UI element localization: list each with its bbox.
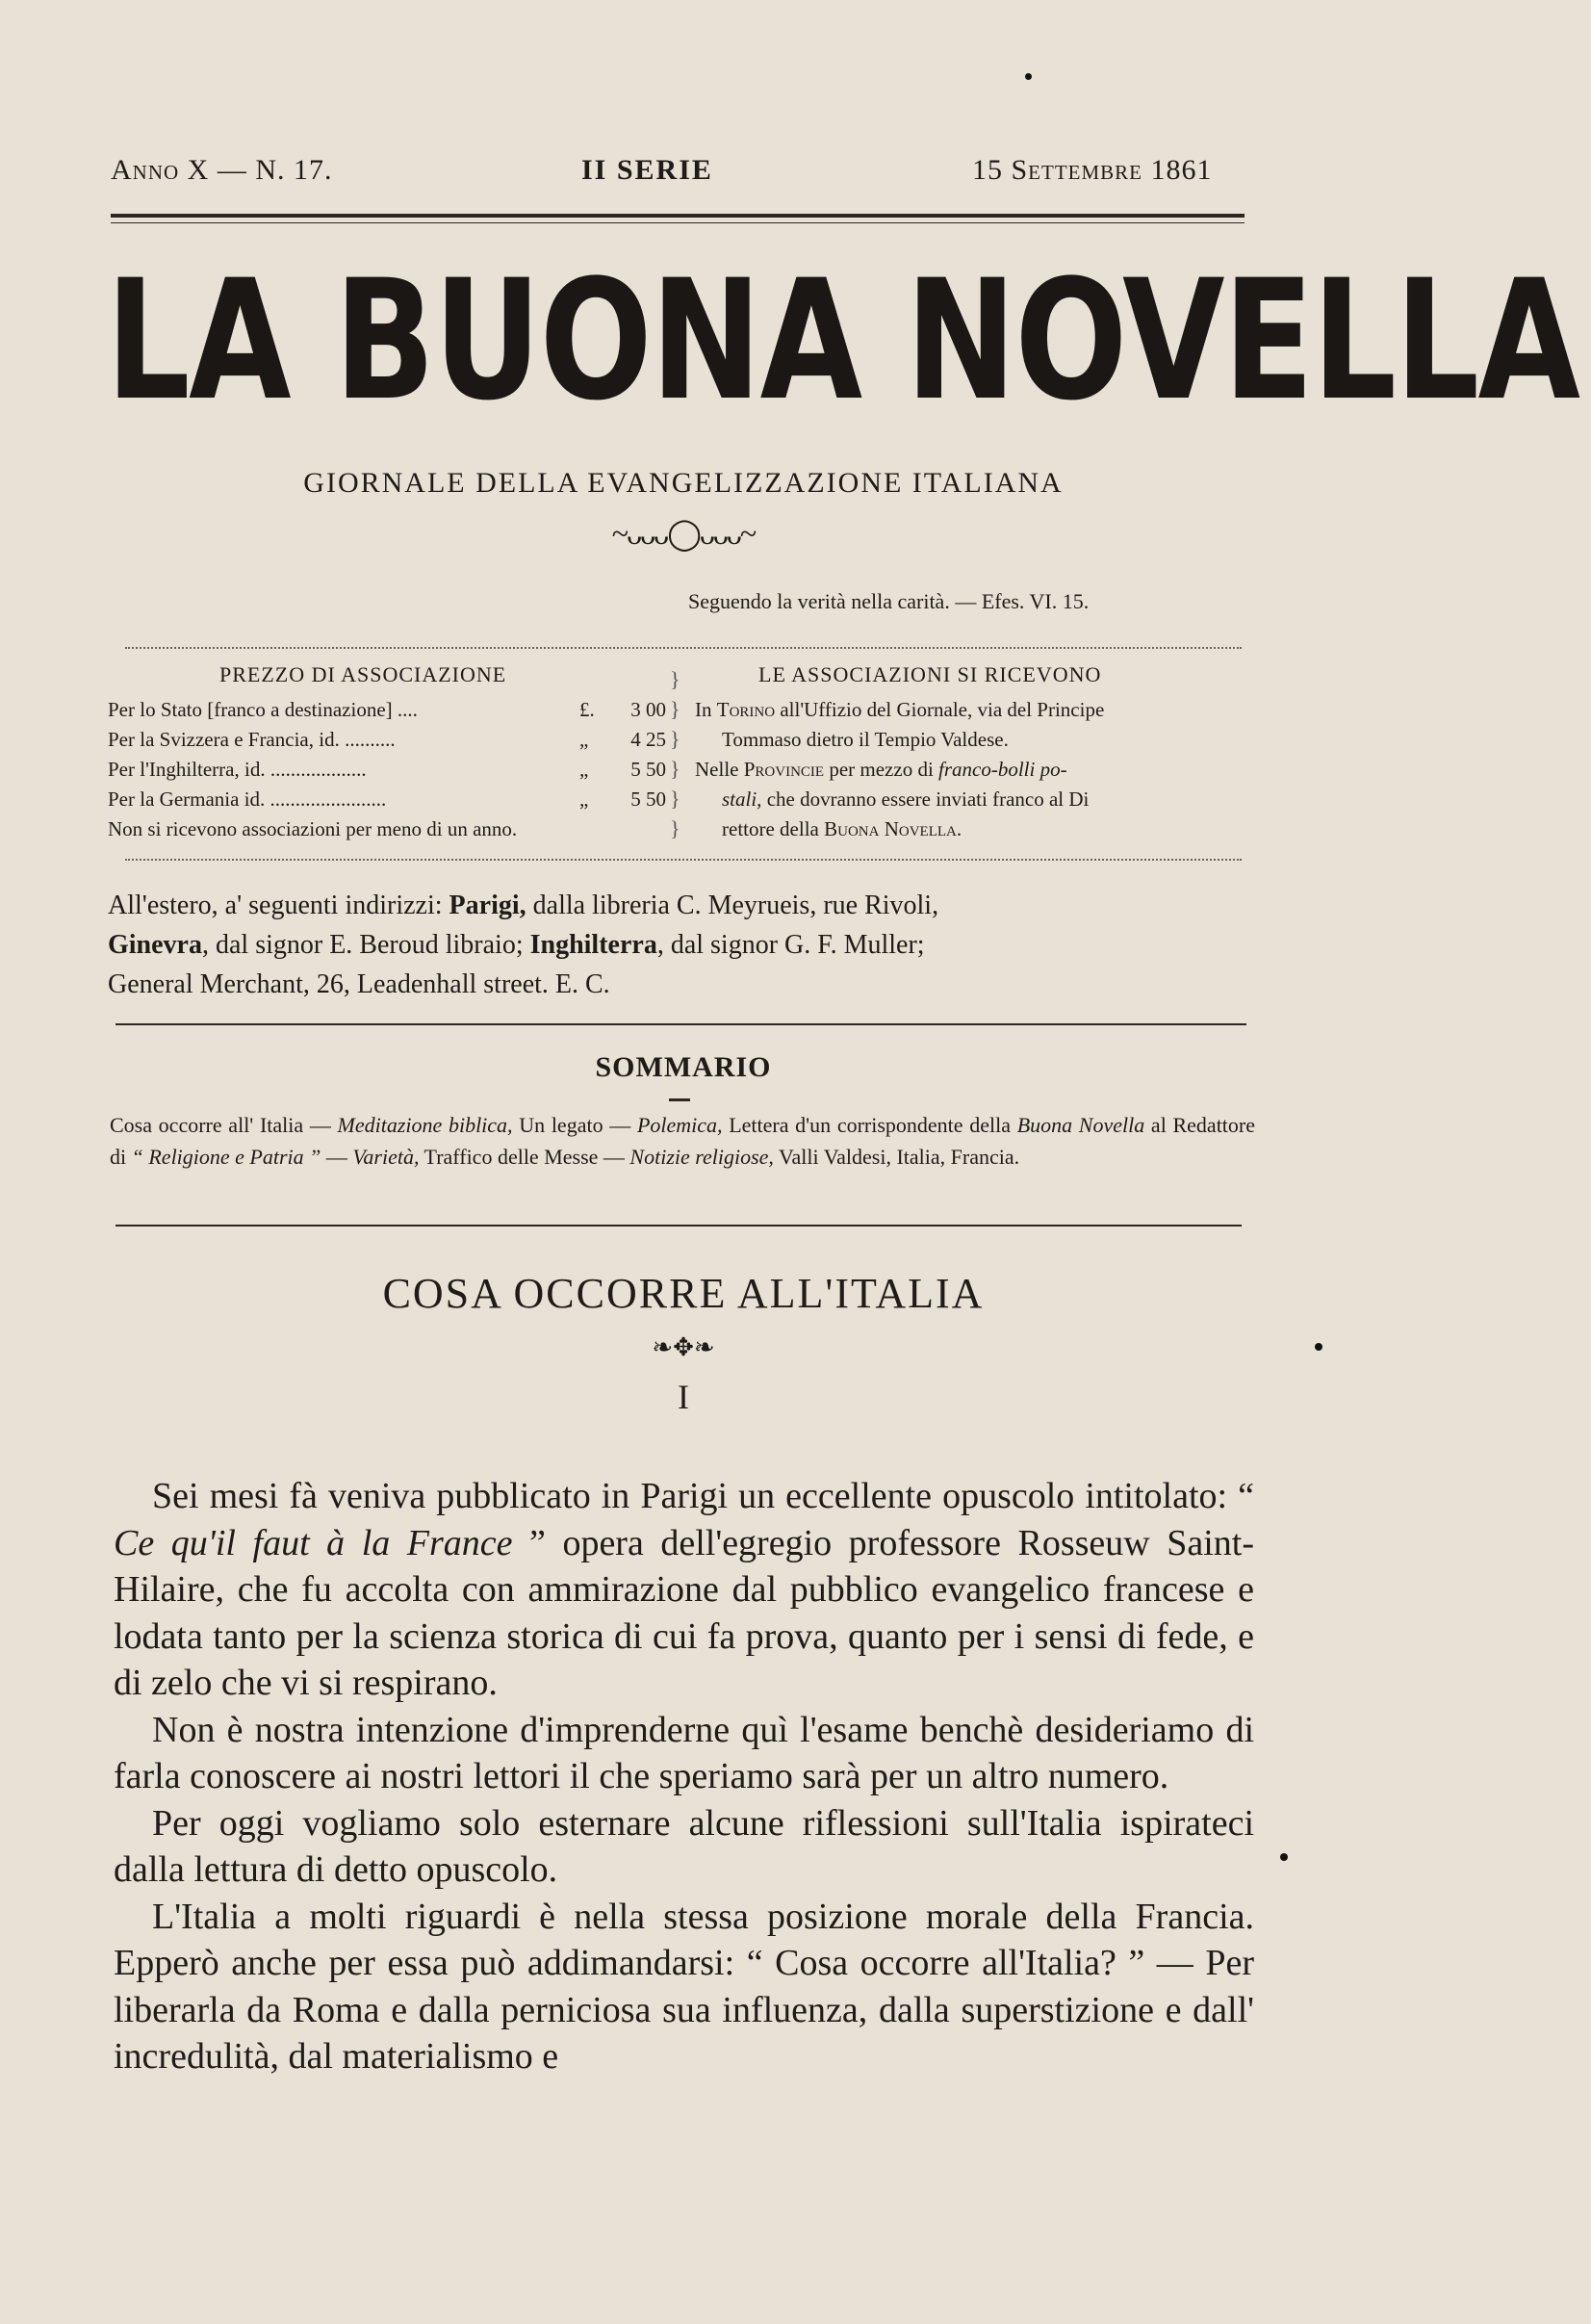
ink-speck [1280,1853,1288,1861]
divider-rule [115,1023,1246,1025]
newspaper-subtitle: GIORNALE DELLA EVANGELIZZAZIONE ITALIANA [303,467,1064,499]
motto: Seguendo la verità nella carità. — Efes. VI. 15. [688,589,1090,613]
header-rule-thin [111,222,1245,223]
brace-divider: } } } } } } [670,667,680,840]
prezzo-row: Per la Germania id. ....................... „ 5 50 [108,788,666,811]
article-title: COSA OCCORRE ALL'ITALIA [382,1270,985,1317]
ink-speck [1315,1343,1322,1351]
foreign-addresses: All'estero, a' seguenti indirizzi: Parigi, dalla libreria C. Meyrueis, rue Rivoli, Ginevra, dal signor E. Beroud libraio; Inghilterra, dal signor G. F. Muller; General Merchant, 26, Leadenhall street. E. C. [108,891,939,999]
paragraph: Per oggi vogliamo solo esternare alcune riflessioni sull'Italia ispirateci dalla lettura di detto opuscolo. [114,1802,1254,1890]
flourish-ornament: ~ᴗᴗᴗ◯ᴗᴗᴗ~ [611,516,756,551]
article-body [114,1473,1254,2080]
sommario-heading: SOMMARIO [595,1051,772,1083]
prezzo-heading: PREZZO DI ASSOCIAZIONE [219,662,507,686]
prezzo-row: Per lo Stato [franco a destinazione] .... £. 3 00 [108,698,666,721]
wavy-divider-bottom [125,859,1242,868]
paragraph: Sei mesi fà veniva pubblicato in Parigi un eccellente opuscolo intitolato: “ Ce qu'il faut à la France ” opera dell'egregio professore Rosseuw Saint-Hilaire, che fu accolta con ammirazione dal pubblico evangelico francese e lodata tanto per la scienza storica di cui fa prova, quanto per i sensi di fede, e di zelo che vi si respirano. [114,1476,1254,1703]
article-ornament: ❧✥❧ [652,1333,715,1361]
ink-speck [1025,73,1032,80]
header-rule-thick [111,214,1245,218]
series-label: II SERIE [581,154,713,186]
prezzo-table [108,695,666,844]
associazioni-heading: LE ASSOCIAZIONI SI RICEVONO [758,662,1102,686]
prezzo-row: Per la Svizzera e Francia, id. .......... „ 4 25 [108,728,666,751]
divider-rule [115,1225,1242,1227]
sommario-text: Cosa occorre all' Italia — Meditazione biblica, Un legato — Polemica, Lettera d'un corrispondente della Buona Novella al Redattore di “ Religione e Patria ” — Varietà, Traffico delle Messe — Notizie religiose, Valli Valdesi, Italia, Francia. [110,1113,1256,1169]
prezzo-note: Non si ricevono associazioni per meno di un anno. [108,817,518,840]
paragraph: L'Italia a molti riguardi è nella stessa posizione morale della Francia. Epperò anche per essa può addimandarsi: “ Cosa occorre all'Italia? ” — Per liberarla da Roma e dalla perniciosa sua influenza, dalla superstizione e dall' incredulità, dal materialismo e [114,1896,1254,2077]
issue-date: 15 Settembre 1861 [972,154,1213,186]
issue-number: Anno X — N. 17. [111,154,333,186]
section-number: I [678,1378,689,1416]
prezzo-row: Per l'Inghilterra, id. ................... „ 5 50 [108,758,666,781]
sommario-dash [669,1098,690,1101]
paragraph: Non è nostra intenzione d'imprenderne quì l'esame benchè desideriamo di farla conoscere ai nostri lettori il che speriamo sarà per un altro numero. [114,1709,1254,1796]
wavy-divider-top [125,647,1242,657]
newspaper-title: LA BUONA NOVELLA [106,244,1579,437]
associazioni-text: In Torino all'Uffizio del Giornale, via del Principe Tommaso dietro il Tempio Valdese. Nelle Provincie per mezzo di franco-bolli po- stali, che dovranno essere inviati franco al Di rettore della Buona Novella. [695,698,1105,840]
